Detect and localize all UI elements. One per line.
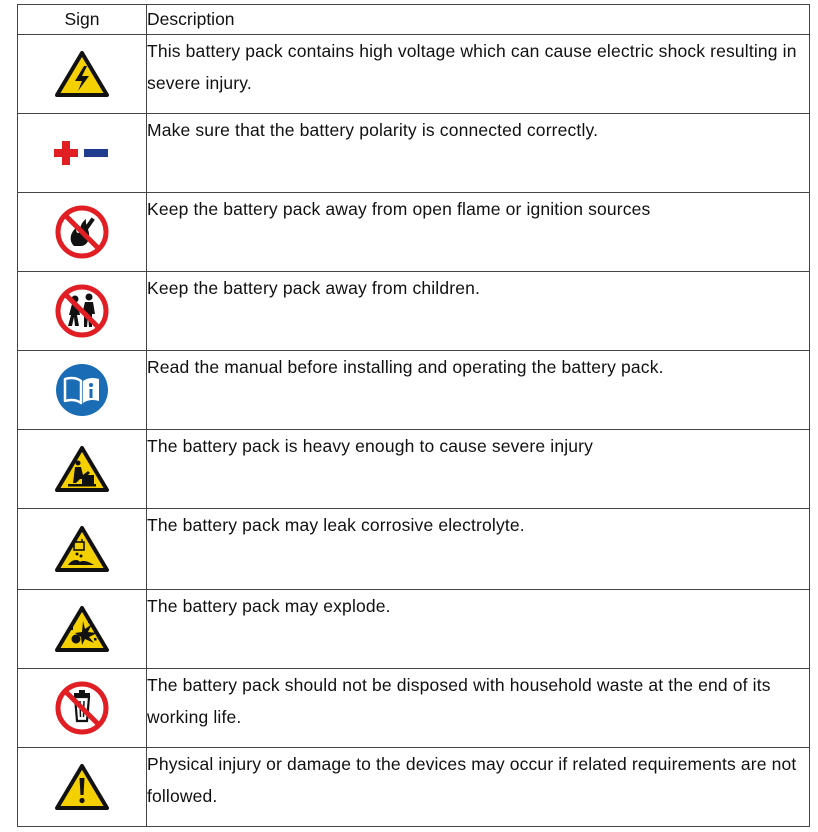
table-row [18, 509, 810, 590]
table-row [18, 35, 810, 114]
sign-cell [18, 114, 147, 193]
sign-cell [18, 509, 147, 590]
no-household-waste-icon [54, 680, 110, 736]
table-row [18, 748, 810, 827]
table-row [18, 669, 810, 748]
heavy-load-warning-icon [54, 445, 110, 493]
description-cell: Read the manual before installing and operating the battery pack. [147, 351, 810, 430]
description-cell: The battery pack should not be disposed with household waste at the end of its working life. [147, 669, 810, 748]
table-row [18, 590, 810, 669]
sign-cell [18, 272, 147, 351]
sign-cell [18, 669, 147, 748]
polarity-plus-minus-icon [52, 138, 112, 168]
sign-cell [18, 35, 147, 114]
sign-cell [18, 351, 147, 430]
no-children-icon [54, 283, 110, 339]
high-voltage-warning-icon [54, 50, 110, 98]
table-row [18, 114, 810, 193]
general-warning-icon [54, 763, 110, 811]
table-row [18, 430, 810, 509]
safety-signs-table [17, 4, 810, 827]
description-cell: Keep the battery pack away from children. [147, 272, 810, 351]
sign-cell [18, 748, 147, 827]
sign-cell [18, 590, 147, 669]
table-row [18, 272, 810, 351]
description-column-header: Description [147, 5, 810, 35]
description-cell: Make sure that the battery polarity is connected correctly. [147, 114, 810, 193]
sign-column-header: Sign [18, 5, 147, 35]
sign-cell [18, 430, 147, 509]
description-cell: Physical injury or damage to the devices may occur if related requirements are not followed. [147, 748, 810, 827]
no-open-flame-icon [54, 204, 110, 260]
description-cell: The battery pack may leak corrosive electrolyte. [147, 509, 810, 590]
table-header-row [18, 5, 810, 35]
sign-cell [18, 193, 147, 272]
description-cell: This battery pack contains high voltage which can cause electric shock resulting in severe injury. [147, 35, 810, 114]
description-cell: Keep the battery pack away from open flame or ignition sources [147, 193, 810, 272]
read-manual-icon [54, 362, 110, 418]
table-row [18, 351, 810, 430]
description-cell: The battery pack may explode. [147, 590, 810, 669]
table-row [18, 193, 810, 272]
explosion-warning-icon [54, 605, 110, 653]
description-cell: The battery pack is heavy enough to cause severe injury [147, 430, 810, 509]
corrosive-electrolyte-warning-icon [54, 525, 110, 573]
